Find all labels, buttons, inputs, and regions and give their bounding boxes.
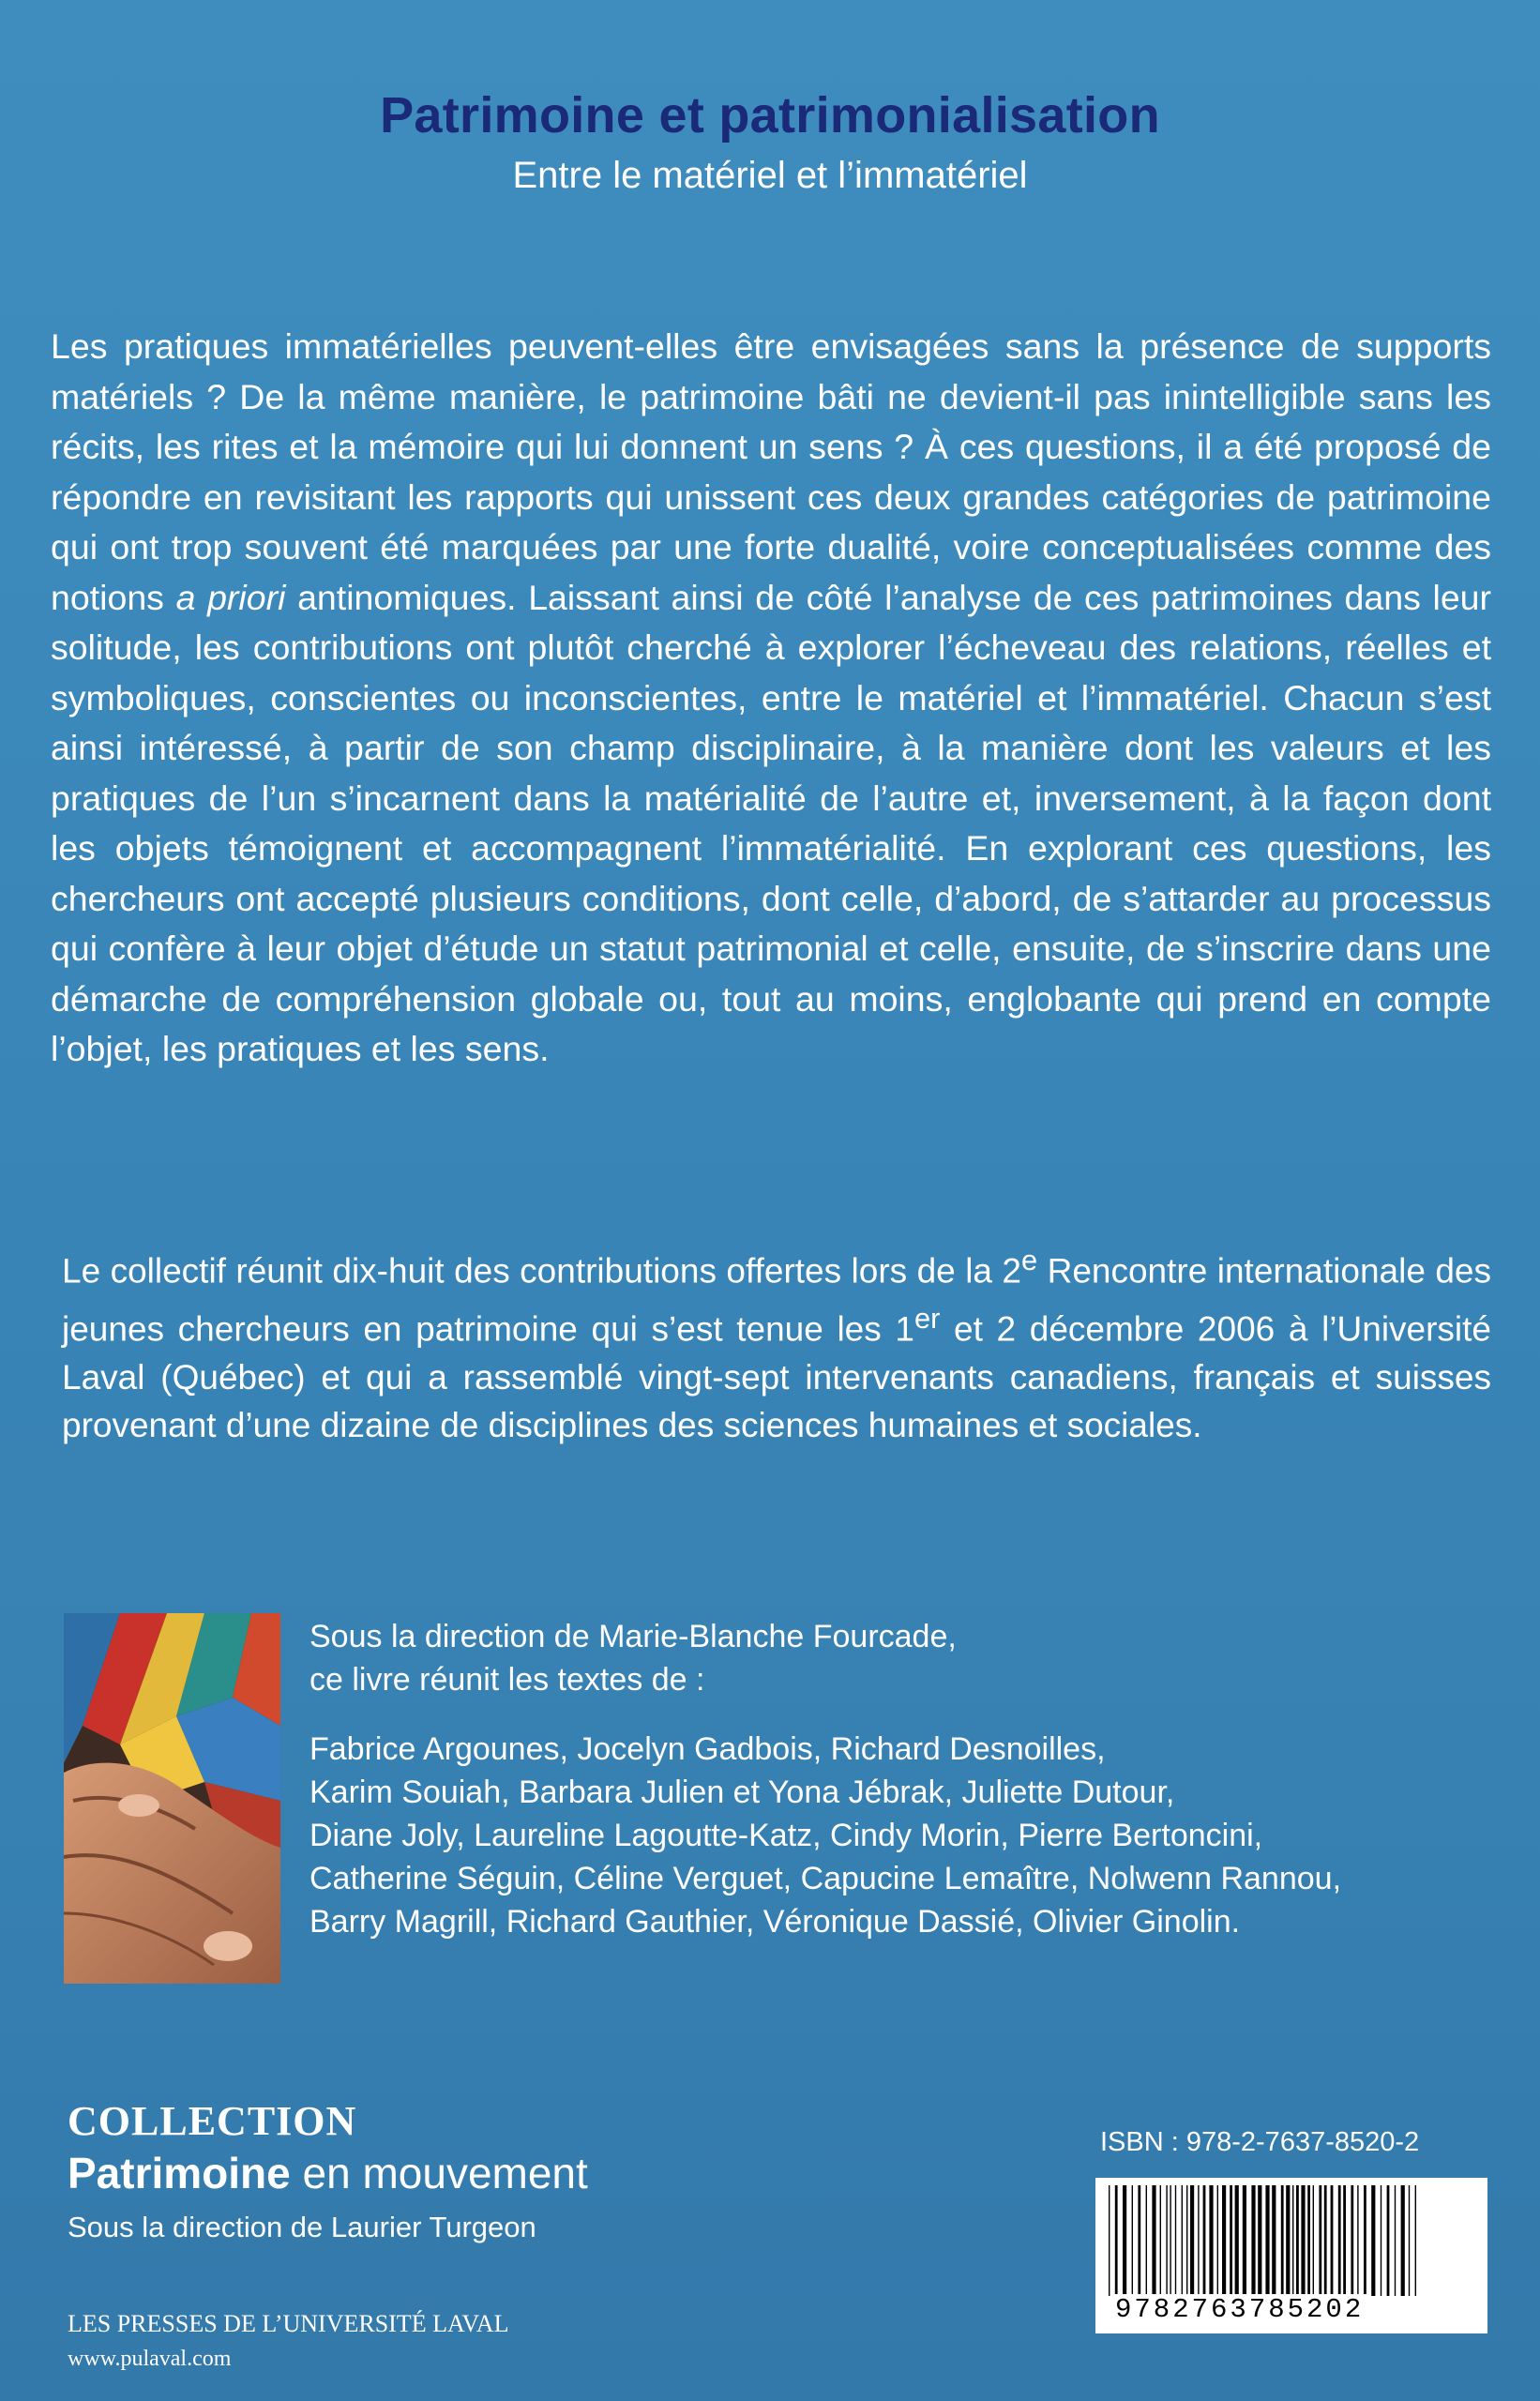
barcode-bar	[1209, 2185, 1213, 2296]
ordinal-superscript: e	[1021, 1244, 1038, 1276]
barcode-bar	[1313, 2185, 1314, 2296]
ordinal-superscript: er	[913, 1302, 941, 1336]
weaving-hand-image	[64, 1613, 280, 1984]
barcode-bar	[1401, 2185, 1405, 2296]
authors-line: Fabrice Argounes, Jocelyn Gadbois, Richard Desnoilles,	[310, 1731, 1106, 1767]
barcode-bar	[1415, 2185, 1416, 2296]
blurb-text: Rencontre internationale des jeunes chercheurs en patrimoine qui s’est tenue les 1	[62, 1251, 1491, 1349]
direction-line: Sous la direction de Marie-Blanche Fourcade,	[310, 1619, 957, 1654]
barcode-bar	[1395, 2185, 1396, 2296]
isbn-label: ISBN : 978-2-7637-8520-2	[1100, 2127, 1420, 2157]
barcode-bar	[1324, 2185, 1327, 2296]
barcode-bar	[1123, 2185, 1126, 2296]
barcode-bar	[1319, 2185, 1321, 2296]
barcode-bar	[1198, 2185, 1199, 2296]
barcode-bar	[1186, 2185, 1187, 2296]
series-strong: Patrimoine	[68, 2149, 291, 2197]
direction-line: ce livre réunit les textes de :	[310, 1662, 705, 1698]
blurb-text: Le collectif réunit dix-huit des contributions offertes lors de la 2	[62, 1251, 1022, 1291]
authors-line: Karim Souiah, Barbara Julien et Yona Jébrak, Juliette Dutour,	[310, 1774, 1175, 1810]
barcode-bar	[1243, 2185, 1246, 2296]
barcode-digits: 9782763785202	[1111, 2294, 1367, 2325]
barcode-bar	[1182, 2185, 1183, 2296]
blurb-emphasis: a priori	[175, 577, 286, 617]
credits-block	[310, 1615, 1491, 1943]
authors-line: Diane Joly, Laureline Lagoutte-Katz, Cindy Morin, Pierre Bertoncini,	[310, 1818, 1263, 1853]
authors-line: Barry Magrill, Richard Gauthier, Véronique Dassié, Olivier Ginolin.	[310, 1904, 1241, 1940]
blurb-text: antinomiques. Laissant ainsi de côté l’analyse de ces patrimoines dans leur solitude, les contributions ont plutôt cherché à explorer l’écheveau des relations, réelles et symboliques, conscientes ou inconscientes, entre le matériel et l’immatériel. Chacun s’est ainsi intéressé, à partir de son champ disciplinaire, à la manière dont les valeurs et les pratiques de l’un s’incarnent dans la matérialité de l’autre et, inversement, à la façon dont les objets témoignent et accompagnent l’immatérialité. En explorant ces questions, les chercheurs ont accepté plusieurs conditions, dont celle, d’abord, de s’attarder au processus qui confère à leur objet d’étude un statut patrimonial et celle, ensuite, de s’inscrire dans une démarche de compréhension globale ou, tout au moins, englobante qui prend en compte l’objet, les pratiques et les sens.	[51, 577, 1492, 1068]
publisher-name: LES PRESSES DE L’UNIVERSITÉ LAVAL	[68, 2310, 509, 2337]
book-title: Patrimoine et patrimonialisation	[380, 87, 1160, 143]
barcode-bar	[1115, 2185, 1118, 2296]
barcode-bars	[1095, 2178, 1487, 2300]
barcode-bar	[1351, 2185, 1353, 2296]
barcode-bar	[1251, 2185, 1255, 2296]
barcode-bar	[1343, 2185, 1346, 2296]
series-name	[68, 2148, 588, 2198]
blurb-paragraph-1	[51, 322, 1491, 1075]
barcode-bar	[1307, 2185, 1310, 2296]
barcode-bar	[1175, 2185, 1176, 2296]
barcode-bar	[1296, 2185, 1299, 2296]
barcode-bar	[1338, 2185, 1341, 2296]
barcode-bar	[1146, 2185, 1147, 2296]
series-direction: Sous la direction de Laurier Turgeon	[68, 2211, 536, 2243]
barcode-bar	[1357, 2185, 1358, 2296]
barcode-bar	[1281, 2185, 1284, 2296]
barcode-bar	[1166, 2185, 1167, 2296]
barcode-bar	[1292, 2185, 1293, 2296]
barcode-bar	[1265, 2185, 1269, 2296]
barcode-bar	[1132, 2185, 1133, 2296]
barcode-bar	[1217, 2185, 1218, 2296]
barcode-bar	[1190, 2185, 1194, 2296]
barcode-bar	[1286, 2185, 1290, 2296]
barcode-bar	[1331, 2185, 1334, 2296]
barcode-bar	[1138, 2185, 1140, 2296]
barcode-bar	[1272, 2185, 1276, 2296]
barcode-bar	[1387, 2185, 1390, 2296]
blurb-text: Les pratiques immatérielles peuvent-elles être envisagées sans la présence de supports matériels ? De la même manière, le patrimoine bâti ne devient-il pas inintelligible sans les récits, les rites et la mémoire qui lui donnent un sens ? À ces questions, il a été proposé de répondre en revisitant les rapports qui unissent ces deux grandes catégories de patrimoine qui ont trop souvent été marquées par une forte dualité, voire conceptualisées comme des notions	[51, 326, 1491, 617]
barcode-bar	[1152, 2185, 1155, 2296]
barcode-bar	[1235, 2185, 1239, 2296]
barcode-bar	[1160, 2185, 1161, 2296]
book-subtitle: Entre le matériel et l’immatériel	[512, 155, 1028, 196]
series-rest: en mouvement	[290, 2149, 588, 2197]
barcode-bar	[1409, 2185, 1410, 2296]
authors-line: Catherine Séguin, Céline Verguet, Capucine Lemaître, Nolwenn Rannou,	[310, 1861, 1342, 1896]
barcode-bar	[1230, 2185, 1232, 2296]
weaving-hand-photo	[64, 1613, 280, 1984]
barcode-bar	[1109, 2185, 1110, 2296]
collection-label: COLLECTION	[68, 2098, 357, 2144]
barcode-bar	[1371, 2185, 1375, 2296]
barcode-bar	[1222, 2185, 1226, 2296]
publisher-website: www.pulaval.com	[68, 2347, 232, 2371]
barcode-bar	[1203, 2185, 1206, 2296]
blurb-text: et 2 décembre 2006 à l’Université Laval (Québec) et qui a rassemblé vingt-sept intervenants canadiens, français et suisses provenant d’une dizaine de disciplines des sciences humaines et sociales.	[62, 1309, 1492, 1444]
blurb-paragraph-2	[62, 1236, 1491, 1449]
barcode-bar	[1301, 2185, 1305, 2296]
barcode-bar	[1258, 2185, 1261, 2296]
barcode-bar	[1364, 2185, 1366, 2296]
